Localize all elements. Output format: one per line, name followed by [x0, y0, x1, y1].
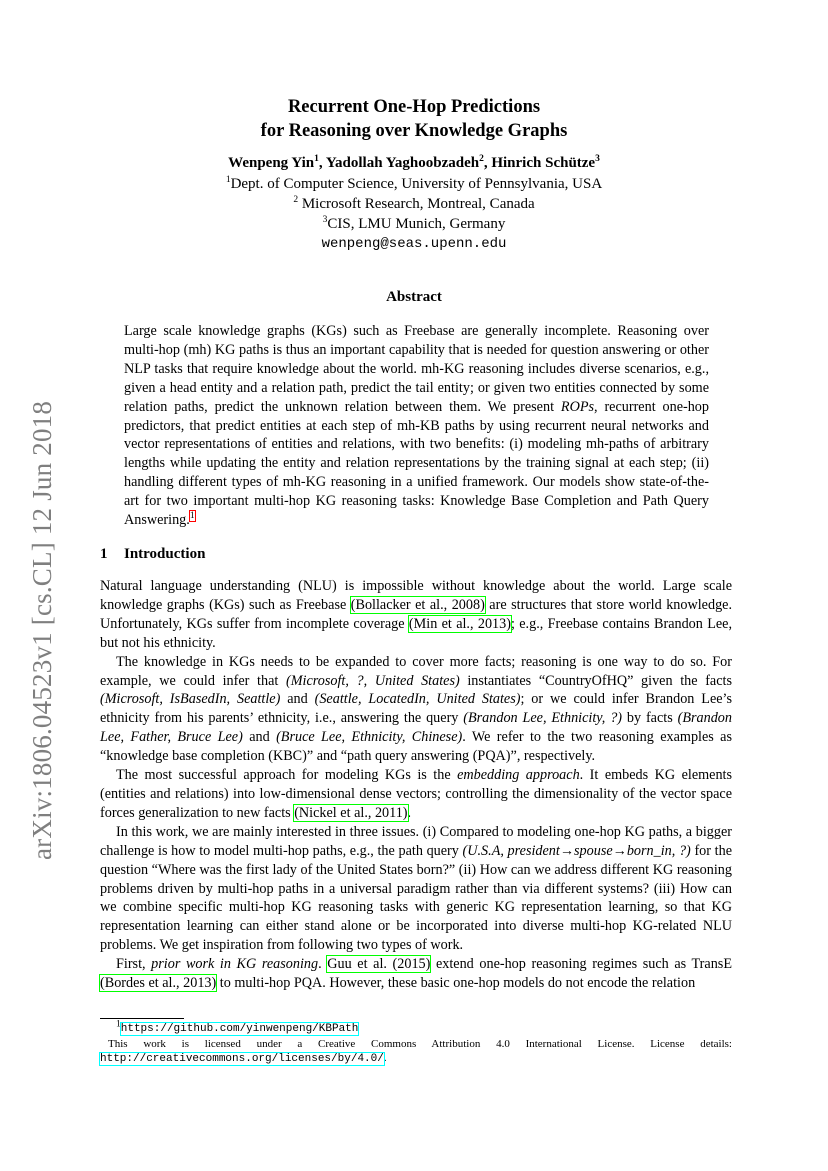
author-list: Wenpeng Yin$^1$, Yadollah Yaghoobzadeh$^2$, Hinrich Schütze$^3$	[228, 154, 600, 171]
abstract-body	[124, 322, 709, 530]
section-number: 1	[100, 546, 108, 562]
affil-mark: 3	[595, 154, 600, 164]
abstract-heading: Abstract	[386, 289, 442, 305]
author-name: Hinrich Schütze	[491, 155, 596, 171]
footnote-mark: 1	[116, 1019, 121, 1030]
arxiv-side-label: arXiv:1806.04523v1 [cs.CL] 12 Jun 2018	[27, 400, 57, 860]
paper-title-line-2: for Reasoning over Knowledge Graphs	[260, 121, 568, 141]
license-note: This work is licensed under a Creative Commons Attribution 4.0 International License. License details: http://creativecommons.org/licenses/by/4.0/.	[100, 1038, 732, 1065]
affil-mark: 1	[314, 154, 319, 164]
citation-link[interactable]: Guu et al. (2015)	[327, 956, 431, 973]
intro-body	[100, 577, 732, 993]
abstract-text: Large scale knowledge graphs (KGs) such as Freebase are generally incomplete. Reasoning over multi-hop (mh) KG paths is thus an important capability that is needed for question answering or other NLP tasks that require knowledge about the world. mh-KG reasoning includes diverse scenarios, e.g., given a head entity and a relation path, predict the tail entity; or given two entities connected by some relation paths, predict the unknown relation between them. We present	[124, 323, 709, 415]
section-heading	[100, 546, 205, 563]
affiliation-3	[0, 216, 828, 233]
affil-mark: 2	[293, 195, 299, 205]
author-name: Yadollah Yaghoobzadeh	[325, 155, 480, 171]
section-title: Introduction	[124, 546, 206, 562]
paragraph: The most successful approach for modeling KGs is the embedding approach. It embeds KG elements (entities and relations) into low-dimensional dense vectors; controlling the dimensionality of the vector space forces generalization to new facts (Nickel et al., 2011).	[100, 767, 733, 821]
affiliation-text: Dept. of Computer Science, University of Pennsylvania, USA	[230, 176, 603, 192]
affiliation-2	[0, 196, 828, 213]
author-email: wenpeng@seas.upenn.edu	[321, 236, 507, 252]
paragraph: Natural language understanding (NLU) is impossible without knowledge about the world. Large scale knowledge graphs (KGs) such as Freebase (Bollacker et al., 2008) are structures that store world knowledge. Unfortunately, KGs suffer from incomplete coverage (Min et al., 2013); e.g., Freebase contains Brandon Lee, but not his ethnicity.	[100, 578, 733, 651]
paragraph: The knowledge in KGs needs to be expanded to cover more facts; reasoning is one way to do so. For example, we could infer that (Microsoft, ?, United States) instantiates “CountryOfHQ” given the facts (Microsoft, IsBasedIn, Seattle) and (Seattle, LocatedIn, United States); or we could infer Brandon Lee’s ethnicity from his parents’ ethnicity, i.e., answering the query (Brandon Lee, Ethnicity, ?) by facts (Brandon Lee, Father, Bruce Lee) and (Bruce Lee, Ethnicity, Chinese). We refer to the two reasoning examples as “knowledge base completion (KBC)” and “path query answering (PQA)”, respectively.	[100, 653, 733, 765]
footnote-1	[116, 1019, 359, 1035]
rops-term: ROPs	[560, 398, 595, 415]
footnote-divider	[100, 1018, 184, 1019]
affiliation-text: Microsoft Research, Montreal, Canada	[301, 196, 535, 212]
citation-link[interactable]: (Bollacker et al., 2008)	[350, 596, 485, 613]
footnote-link[interactable]: 1	[189, 511, 195, 522]
paper-title-line-1: Recurrent One-Hop Predictions	[287, 97, 541, 117]
license-url-link[interactable]: http://creativecommons.org/licenses/by/4.0/	[100, 1053, 384, 1065]
affil-mark: 3	[322, 215, 328, 225]
affil-mark: 2	[479, 154, 484, 164]
author-name: Wenpeng Yin	[228, 155, 315, 171]
affil-mark: 1	[225, 175, 231, 185]
citation-link[interactable]: (Min et al., 2013)	[408, 615, 511, 632]
citation-link[interactable]: (Bordes et al., 2013)	[100, 975, 217, 992]
license-text: This work is licensed under a Creative Commons Attribution 4.0 International License. License details:	[108, 1038, 732, 1050]
abstract-text: , recurrent one-hop predictors, that predict entities at each step of mh-KB paths by using recurrent neural networks and vector representations of entities and relations, with two benefits: (i) modeling mh-paths of arbitrary lengths while updating the entity and relation representations by the training signal at each step; (ii) handling different types of mh-KG reasoning in a unified framework. Our models show state-of-the-art for two important multi-hop KG reasoning tasks: Knowledge Base Completion and Path Query Answering.	[124, 398, 709, 529]
footnote-url-link[interactable]: https://github.com/yinwenpeng/KBPath	[120, 1023, 359, 1035]
paragraph: In this work, we are mainly interested in three issues. (i) Compared to modeling one-hop KG paths, a bigger challenge is how to model multi-hop paths, e.g., the path query (U.S.A, president→spouse→born_in, ?) for the question “Where was the first lady of the United States born?” (ii) How can we address different KG reasoning problems driven by multi-hop paths in a universal paradigm rather than via different systems? (iii) How can we combine specific multi-hop KG reasoning tasks with generic KG representation learning, so that KG representation learning can either stand alone or be incorporated into diverse multi-hop KG-related NLU problems. We get inspiration from following two types of work.	[100, 823, 732, 954]
paragraph: First, prior work in KG reasoning. Guu et al. (2015) extend one-hop reasoning regimes such as TransE (Bordes et al., 2013) to multi-hop PQA. However, these basic one-hop models do not encode the relation	[100, 956, 732, 992]
affiliation-1	[0, 176, 828, 193]
citation-link[interactable]: (Nickel et al., 2011)	[294, 804, 408, 821]
affiliation-text: CIS, LMU Munich, Germany	[327, 216, 506, 232]
